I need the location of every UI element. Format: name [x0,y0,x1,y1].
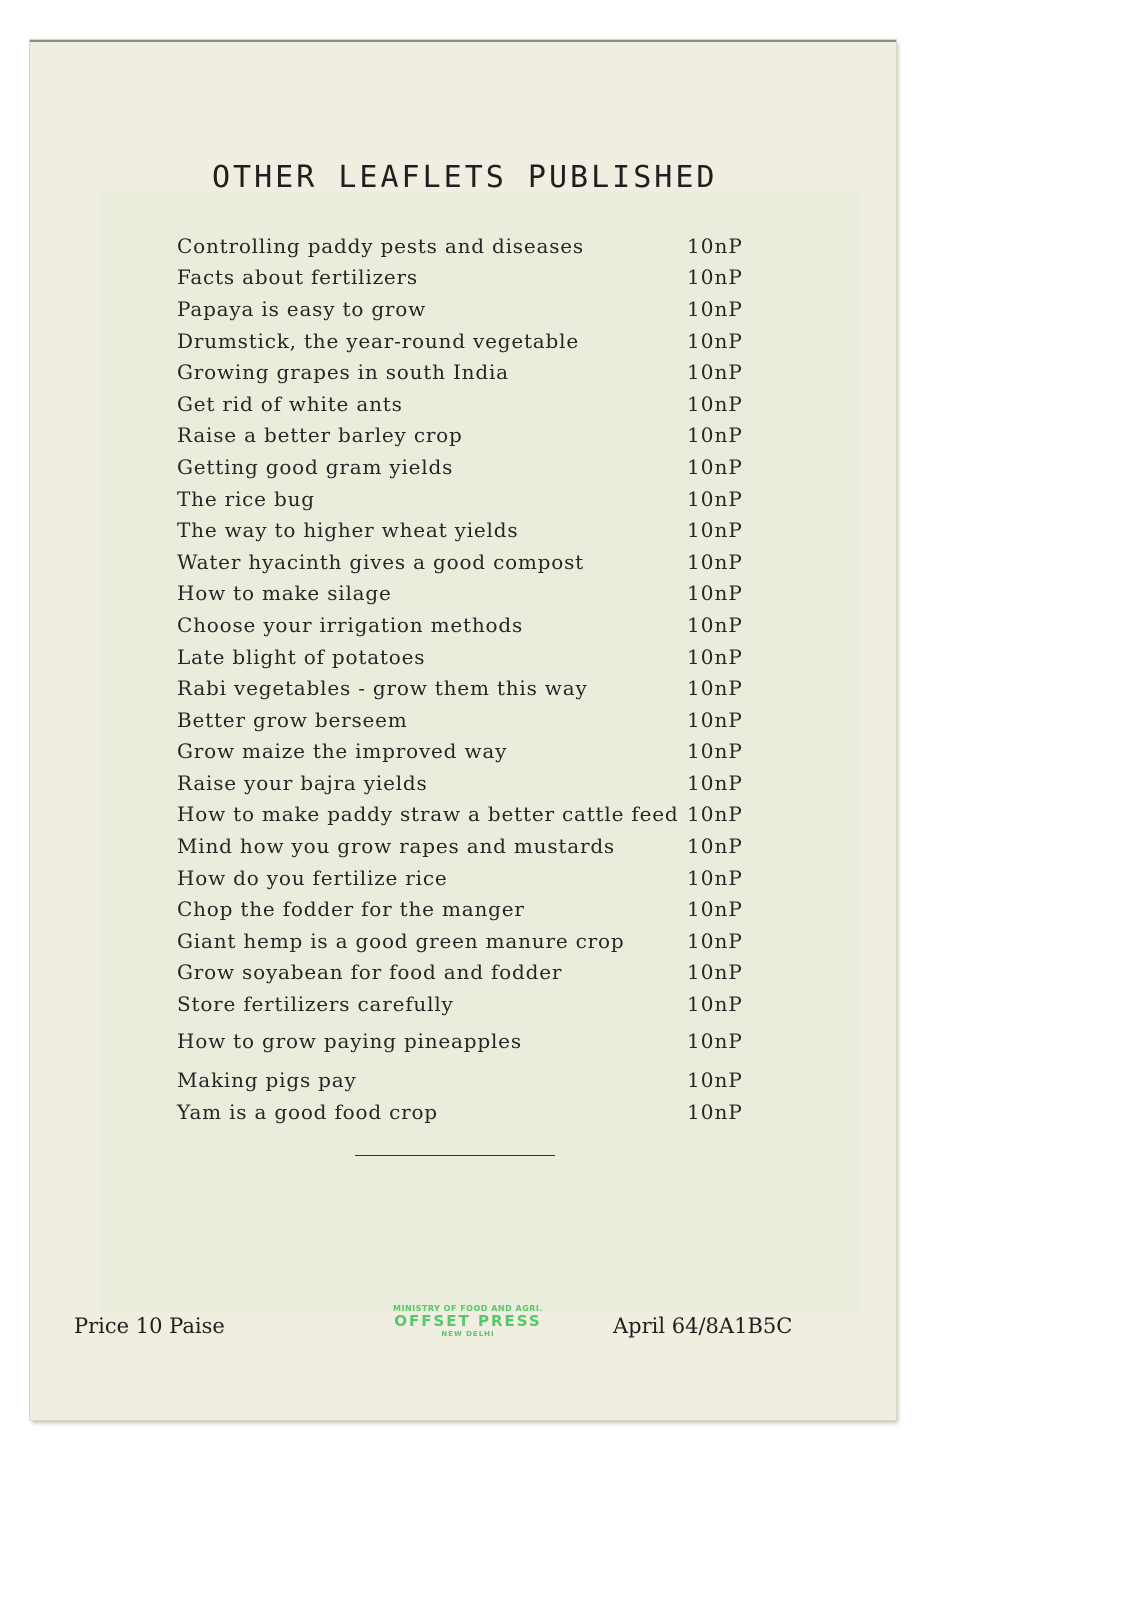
leaflet-price: 10nP [687,992,743,1017]
leaflet-item [177,609,747,641]
leaflet-item [177,230,747,262]
leaflet-title: Controlling paddy pests and diseases [177,233,584,258]
leaflet-item [177,957,747,989]
leaflet-item [177,830,747,862]
leaflet-title: The rice bug [177,486,315,511]
leaflet-price: 10nP [687,454,743,479]
leaflet-price: 10nP [687,1099,743,1124]
leaflet-title: Drumstick, the year-round vegetable [177,328,579,353]
leaflet-item [177,1064,747,1096]
press-stamp-line2: OFFSET PRESS [394,1312,542,1331]
leaflet-price: 10nP [687,549,743,574]
leaflet-price: 10nP [687,770,743,795]
leaflet-title: How do you fertilize rice [177,865,448,890]
leaflet-title: Get rid of white ants [177,391,403,416]
leaflet-price: 10nP [687,328,743,353]
leaflet-price: 10nP [687,518,743,543]
leaflet-item [177,672,747,704]
leaflet-price: 10nP [687,391,743,416]
leaflet-price: 10nP [687,739,743,764]
leaflet-price: 10nP [687,897,743,922]
leaflet-title: Water hyacinth gives a good compost [177,549,585,574]
leaflet-title: Choose your irrigation methods [177,612,524,637]
leaflet-price: 10nP [687,612,743,637]
leaflet-price: 10nP [687,233,743,258]
leaflet-item [177,862,747,894]
leaflet-item [177,546,747,578]
leaflet-price: 10nP [687,834,743,859]
print-code: April 64/8A1B5C [613,1314,793,1338]
leaflet-title: Making pigs pay [177,1068,357,1093]
leaflet-item [177,325,747,357]
leaflet-price: 10nP [687,423,743,448]
leaflet-price: 10nP [687,928,743,953]
leaflet-item [177,262,747,294]
leaflet-item [177,388,747,420]
leaflet-title: Chop the fodder for the manger [177,897,525,922]
divider-rule [355,1155,555,1156]
leaflet-title: How to make silage [177,581,392,606]
leaflet-item [177,767,747,799]
leaflet-title: Growing grapes in south India [177,360,509,385]
leaflet-title: Giant hemp is a good green manure crop [177,928,625,953]
leaflet-item [177,893,747,925]
leaflet-title: Yam is a good food crop [177,1099,438,1124]
leaflet-item [177,736,747,768]
leaflet-title: Grow soyabean for food and fodder [177,960,563,985]
leaflet-price: 10nP [687,802,743,827]
leaflet-title: Papaya is easy to grow [177,296,427,321]
leaflet-item [177,514,747,546]
leaflet-title: Store fertilizers carefully [177,992,454,1017]
leaflet-price: 10nP [687,486,743,511]
leaflet-title: Grow maize the improved way [177,739,508,764]
page-title: OTHER LEAFLETS PUBLISHED [212,160,718,195]
leaflet-item [177,641,747,673]
leaflet-title: The way to higher wheat yields [177,518,519,543]
leaflet-price: 10nP [687,1028,743,1053]
press-stamp-line3: NEW DELHI [441,1330,495,1339]
press-stamp-line1: MINISTRY OF FOOD AND AGRI. [393,1304,543,1313]
leaflet-item [177,799,747,831]
leaflet-item [177,1025,747,1057]
leaflet-item [177,293,747,325]
leaflet-title: Raise your bajra yields [177,770,428,795]
leaflet-price: 10nP [687,644,743,669]
leaflet-title: Late blight of potatoes [177,644,426,669]
leaflet-title: How to make paddy straw a better cattle feed [177,802,679,827]
leaflet-item [177,988,747,1020]
leaflet-title: How to grow paying pineapples [177,1028,522,1053]
leaflet-price: 10nP [687,360,743,385]
leaflet-title: Raise a better barley crop [177,423,463,448]
leaflet-price: 10nP [687,265,743,290]
leaflet-title: Mind how you grow rapes and mustards [177,834,615,859]
leaflet-price: 10nP [687,1068,743,1093]
leaflet-title: Getting good gram yields [177,454,454,479]
leaflet-title: Facts about fertilizers [177,265,418,290]
leaflet-price: 10nP [687,707,743,732]
leaflet-price: 10nP [687,676,743,701]
leaflet-item [177,420,747,452]
leaflet-price: 10nP [687,581,743,606]
leaflet-item [177,925,747,957]
leaflet-item [177,483,747,515]
leaflet-title: Rabi vegetables - grow them this way [177,676,588,701]
price-note: Price 10 Paise [74,1314,225,1338]
leaflet-back-cover [30,40,896,1420]
leaflet-price: 10nP [687,960,743,985]
press-stamp [368,1304,568,1338]
leaflet-list [177,230,747,1128]
leaflet-item [177,704,747,736]
leaflet-item [177,1096,747,1128]
leaflet-item [177,356,747,388]
leaflet-item [177,578,747,610]
leaflet-price: 10nP [687,296,743,321]
leaflet-title: Better grow berseem [177,707,408,732]
leaflet-item [177,451,747,483]
leaflet-price: 10nP [687,865,743,890]
